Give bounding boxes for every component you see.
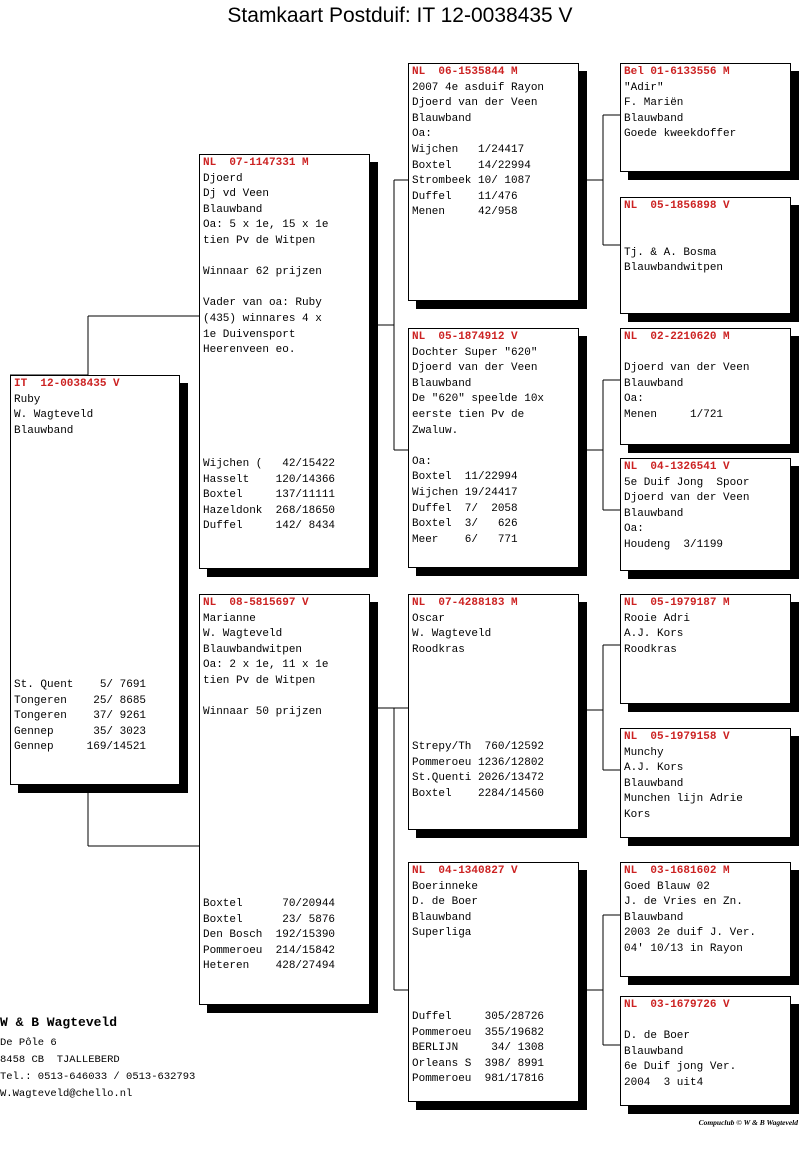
info-line: Blauwband [14,424,74,437]
info-line: Winnaar 62 prijzen [203,266,322,279]
info-line: Dj vd Veen [203,188,270,201]
breeder-address-city: 8458 CB TJALLEBERD [0,1054,120,1066]
info-line [203,250,366,266]
info-line: Meer 6/ 771 [412,533,518,546]
info-line: D. de Boer [412,896,479,909]
result-line: Pommeroeu 981/17816 [412,1073,545,1086]
ring-number: NL 05-1874912 V [412,331,518,343]
result-line: Boxtel 70/20944 [203,898,336,910]
result-line: Orleans S 398/ 8991 [412,1057,545,1070]
info-line [624,346,787,362]
results [412,1010,575,1088]
info-line: (435) winnares 4 x [203,312,322,325]
result-line: BERLIJN 34/ 1308 [412,1042,545,1055]
pigeon-card-fm [408,328,579,568]
info-line: Goed Blauw 02 [624,880,710,893]
result-line: Strepy/Th 760/12592 [412,741,545,753]
info-line: Goede kweekdoffer [624,128,737,141]
ring-number: Bel 01-6133556 M [624,66,730,78]
info-line: W. Wagteveld [203,628,283,641]
info-line: Boxtel 11/22994 [412,471,518,484]
info-line: Menen 42/958 [412,206,518,219]
result-line: Boxtel 2284/14560 [412,787,545,800]
info-line: Boxtel 3/ 626 [412,518,518,531]
results [203,897,366,975]
info-line: Menen 1/721 [624,408,724,421]
page-title: Stamkaart Postduif: IT 12-0038435 V [227,4,573,27]
pigeon-card-fmm [620,458,791,571]
info-line: Djoerd van der Veen [412,362,538,375]
info-line: Blauwband [412,377,472,390]
results [203,457,366,535]
info-line: Djoerd [203,172,243,185]
info-line: Djoerd van der Veen [624,492,750,505]
info-line: eerste tien Pv de [412,408,525,421]
info-line: F. Mariën [624,97,684,110]
info-line: Vader van oa: Ruby [203,297,322,310]
info-line: Munchen lijn Adrie [624,793,743,806]
info-line: Blauwband [624,1045,684,1058]
result-line: Gennep 169/14521 [14,741,147,754]
info-line: 2004 3 uit4 [624,1076,704,1089]
result-line: Boxtel 137/11111 [203,489,336,502]
info-line: Blauwband [412,112,472,125]
info-line: Duffel 7/ 2058 [412,502,518,515]
result-line: Boxtel 23/ 5876 [203,913,336,926]
info-line: W. Wagteveld [14,409,94,422]
info-line [624,215,787,231]
pigeon-card-main [10,375,180,785]
pigeon-card-mmm [620,996,791,1106]
info-line: Blauwbandwitpen [203,643,303,656]
info-line: Blauwband [412,911,472,924]
info-line: Rooie Adri [624,612,691,625]
info-line: Superliga [412,927,472,940]
ring-number: NL 05-1856898 V [624,200,730,212]
ring-number: IT 12-0038435 V [14,378,120,390]
result-line: Pommeroeu 214/15842 [203,944,336,957]
result-line: Hazeldonk 268/18650 [203,504,336,517]
info-line: Tj. & A. Bosma [624,246,717,259]
info-line: 04' 10/13 in Rayon [624,942,743,955]
info-line [203,281,366,297]
info-line: Roodkras [412,643,465,656]
info-line: Duffel 11/476 [412,190,518,203]
result-line: St. Quent 5/ 7691 [14,679,147,691]
result-line: Tongeren 25/ 8685 [14,694,147,707]
info-line: Dochter Super "620" [412,346,538,359]
info-line: Strombeek 10/ 1087 [412,175,531,188]
result-line: Gennep 35/ 3023 [14,725,147,738]
pigeon-card-fff [620,63,791,172]
result-line: Pommeroeu 355/19682 [412,1026,545,1039]
info-line [624,230,787,246]
result-line: Tongeren 37/ 9261 [14,710,147,723]
info-line: Blauwband [624,507,684,520]
ring-number: NL 07-1147331 M [203,157,309,169]
pigeon-card-fmf [620,328,791,445]
pigeon-card-father [199,154,370,569]
info-line: W. Wagteveld [412,628,492,641]
info-line: Oscar [412,612,446,625]
pigeon-card-mm [408,862,579,1102]
info-line: Blauwband [203,203,263,216]
ring-number: NL 03-1681602 M [624,865,730,877]
ring-number: NL 08-5815697 V [203,597,309,609]
info-line: Wijchen 1/24417 [412,143,525,156]
info-line: Oa: 5 x 1e, 15 x 1e [203,219,329,232]
info-line: 2007 4e asduif Rayon [412,81,545,94]
info-line: Djoerd van der Veen [624,362,750,375]
info-line: Zwaluw. [412,424,459,437]
pigeon-card-mfm [620,728,791,838]
info-line: Oa: [412,128,432,141]
info-line: Djoerd van der Veen [412,97,538,110]
results [412,740,575,802]
breeder-name: W & B Wagteveld [0,1015,118,1030]
info-line: Kors [624,808,651,821]
breeder-email[interactable]: W.Wagteveld@chello.nl [0,1088,133,1100]
info-line: 2003 2e duif J. Ver. [624,927,757,940]
ring-number: NL 04-1326541 V [624,461,730,473]
info-line: Heerenveen eo. [203,344,296,357]
result-line: St.Quenti 2026/13472 [412,772,545,785]
info-line: Houdeng 3/1199 [624,538,724,551]
info-line: Blauwband [624,777,684,790]
result-line: Den Bosch 192/15390 [203,929,336,942]
info-line [412,439,575,455]
results [14,678,176,756]
info-line: De "620" speelde 10x [412,393,545,406]
info-line: Marianne [203,612,256,625]
pigeon-card-mf [408,594,579,830]
info-line [203,690,366,706]
ring-number: NL 02-2210620 M [624,331,730,343]
info-line: "Adir" [624,81,664,94]
info-line: Blauwbandwitpen [624,262,724,275]
result-line: Duffel 305/28726 [412,1011,545,1023]
info-line [624,1014,787,1030]
info-line: J. de Vries en Zn. [624,896,743,909]
ring-number: NL 05-1979158 V [624,731,730,743]
info-line: Oa: [412,455,432,468]
pigeon-card-mff [620,594,791,704]
result-line: Duffel 142/ 8434 [203,520,336,533]
ring-number: NL 07-4288183 M [412,597,518,609]
ring-number: NL 05-1979187 M [624,597,730,609]
info-line: Blauwband [624,377,684,390]
info-line: Oa: 2 x 1e, 11 x 1e [203,659,329,672]
info-line: Winnaar 50 prijzen [203,706,322,719]
pigeon-card-mother [199,594,370,1005]
info-line: Blauwband [624,112,684,125]
info-line: D. de Boer [624,1030,691,1043]
info-line: Wijchen 19/24417 [412,486,518,499]
info-line: Blauwband [624,911,684,924]
info-line: A.J. Kors [624,628,684,641]
result-line: Wijchen ( 42/15422 [203,458,336,470]
breeder-phone: Tel.: 0513-646033 / 0513-632793 [0,1071,196,1083]
info-line: A.J. Kors [624,762,684,775]
pigeon-card-ff [408,63,579,301]
info-line: Roodkras [624,643,677,656]
info-line: 1e Duivensport [203,328,296,341]
info-line: tien Pv de Witpen [203,234,316,247]
info-line: 6e Duif jong Ver. [624,1061,737,1074]
pigeon-card-ffm [620,197,791,314]
result-line: Hasselt 120/14366 [203,473,336,486]
ring-number: NL 03-1679726 V [624,999,730,1011]
pigeon-card-mmf [620,862,791,977]
credit-line: Compuclub © W & B Wagteveld [698,1118,798,1127]
info-line: Munchy [624,746,664,759]
ring-number: NL 04-1340827 V [412,865,518,877]
info-line: 5e Duif Jong Spoor [624,476,750,489]
info-line: Oa: [624,523,644,536]
ring-number: NL 06-1535844 M [412,66,518,78]
info-line: Oa: [624,393,644,406]
info-line: Boerinneke [412,880,479,893]
result-line: Heteren 428/27494 [203,960,336,973]
breeder-address-street: De Pôle 6 [0,1037,57,1049]
info-line: Ruby [14,393,41,406]
result-line: Pommeroeu 1236/12802 [412,756,545,769]
info-line: Boxtel 14/22994 [412,159,531,172]
info-line: tien Pv de Witpen [203,674,316,687]
